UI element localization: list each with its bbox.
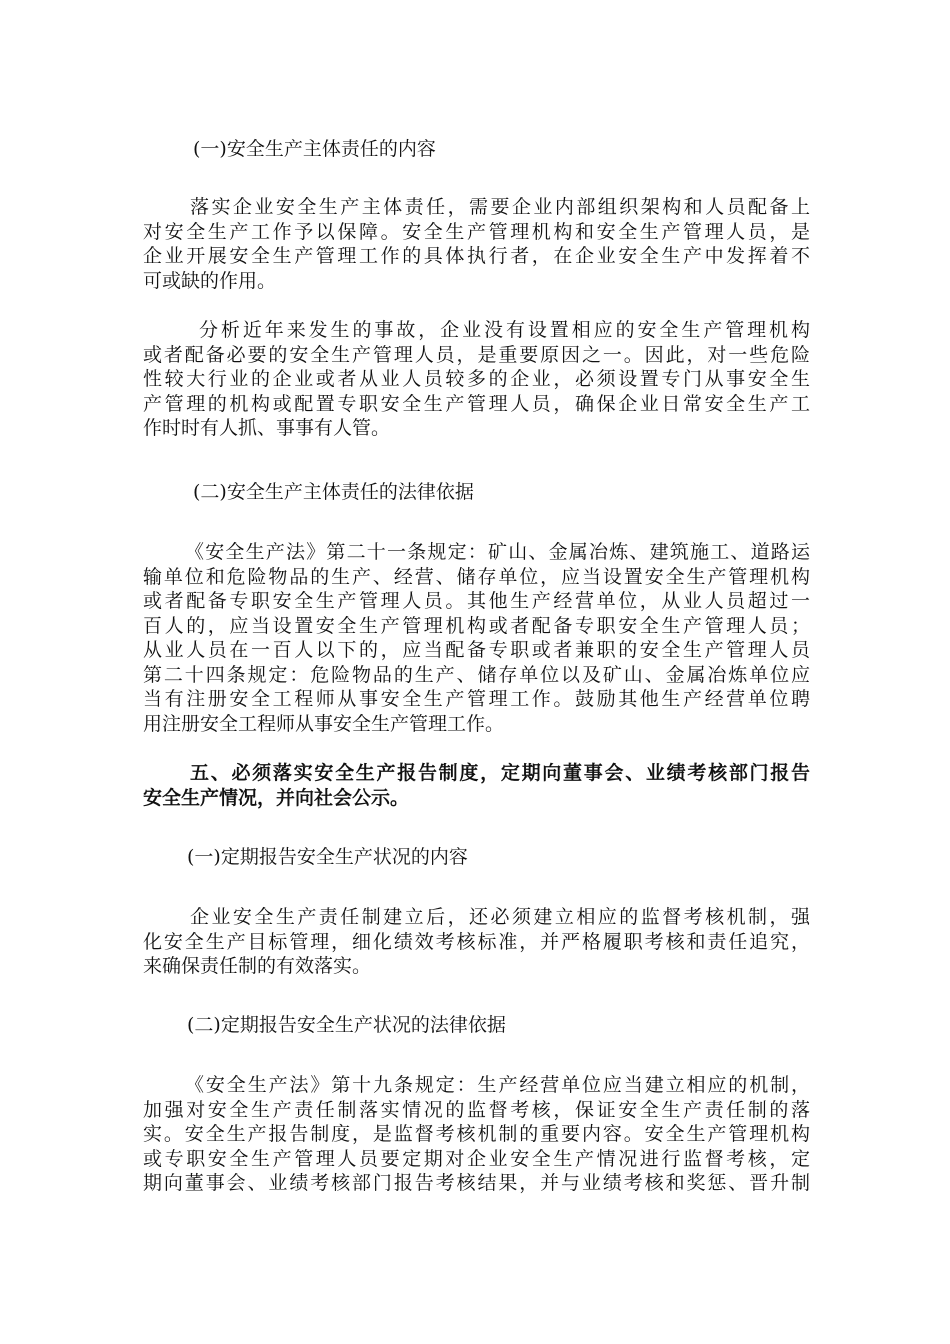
section-heading-line: 五、必须落实安全生产报告制度，定期向董事会、业绩考核部门报告 <box>190 762 810 784</box>
paragraph-line: 分析近年来发生的事故，企业没有设置相应的安全生产管理机构 <box>199 319 810 341</box>
paragraph-line: 作时时有人抓、事事有人管。 <box>143 417 391 439</box>
paragraph-line: 《安全生产法》第二十一条规定：矿山、金属冶炼、建筑施工、道路运 <box>185 541 810 563</box>
paragraph-3 <box>143 540 810 736</box>
paragraph-line: 来确保责任制的有效落实。 <box>143 955 372 977</box>
paragraph-line: 化安全生产目标管理，细化绩效考核标准，并严格履职考核和责任追究， <box>143 930 810 953</box>
paragraph-4 <box>143 905 810 979</box>
paragraph-line: 输单位和危险物品的生产、经营、储存单位，应当设置安全生产管理机构 <box>143 565 810 588</box>
paragraph-line: 性较大行业的企业或者从业人员较多的企业，必须设置专门从事安全生 <box>143 368 810 390</box>
paragraph-line: 百人的，应当设置安全生产管理机构或者配备专职安全生产管理人员； <box>143 614 810 637</box>
paragraph-line: 产管理的机构或配置专职安全生产管理人员，确保企业日常安全生产工 <box>143 392 810 415</box>
paragraph-line: 企业安全生产责任制建立后，还必须建立相应的监督考核机制，强 <box>190 906 810 928</box>
paragraph-line: 实。安全生产报告制度，是监督考核机制的重要内容。安全生产管理机构 <box>143 1123 810 1145</box>
paragraph-line: 或者配备必要的安全生产管理人员，是重要原因之一。因此，对一些危险 <box>143 343 810 366</box>
paragraph-line: 加强对安全生产责任制落实情况的监督考核，保证安全生产责任制的落 <box>143 1098 810 1121</box>
paragraph-line: 《安全生产法》第十九条规定：生产经营单位应当建立相应的机制， <box>185 1074 810 1096</box>
paragraph-line: 对安全生产工作予以保障。安全生产管理机构和安全生产管理人员，是 <box>143 220 810 243</box>
paragraph-5 <box>143 1073 810 1196</box>
paragraph-line: 落实企业安全生产主体责任，需要企业内部组织架构和人员配备上 <box>190 196 810 218</box>
section-1-heading: (一)安全生产主体责任的内容 <box>193 138 436 160</box>
section-5-2-heading: (二)定期报告安全生产状况的法律依据 <box>187 1014 506 1036</box>
section-5-1-heading: (一)定期报告安全生产状况的内容 <box>187 846 468 868</box>
paragraph-line: 可或缺的作用。 <box>143 269 277 292</box>
paragraph-line: 期向董事会、业绩考核部门报告考核结果，并与业绩考核和奖惩、晋升制 <box>143 1172 810 1194</box>
paragraph-line: 用注册安全工程师从事安全生产管理工作。 <box>143 712 505 735</box>
paragraph-line: 第二十四条规定：危险物品的生产、储存单位以及矿山、金属冶炼单位应 <box>143 663 810 686</box>
paragraph-line: 从业人员在一百人以下的，应当配备专职或者兼职的安全生产管理人员 <box>143 639 810 661</box>
paragraph-line: 或专职安全生产管理人员要定期对企业安全生产情况进行监督考核，定 <box>143 1147 810 1170</box>
section-heading-line: 安全生产情况，并向社会公示。 <box>143 786 410 809</box>
section-5-heading <box>143 761 810 810</box>
paragraph-line: 当有注册安全工程师从事安全生产管理工作。鼓励其他生产经营单位聘 <box>143 688 810 710</box>
paragraph-1 <box>143 195 810 293</box>
section-2-heading: (二)安全生产主体责任的法律依据 <box>193 481 474 503</box>
paragraph-line: 或者配备专职安全生产管理人员。其他生产经营单位，从业人员超过一 <box>143 590 810 612</box>
paragraph-line: 企业开展安全生产管理工作的具体执行者，在企业安全生产中发挥着不 <box>143 245 810 267</box>
paragraph-2 <box>143 318 810 441</box>
